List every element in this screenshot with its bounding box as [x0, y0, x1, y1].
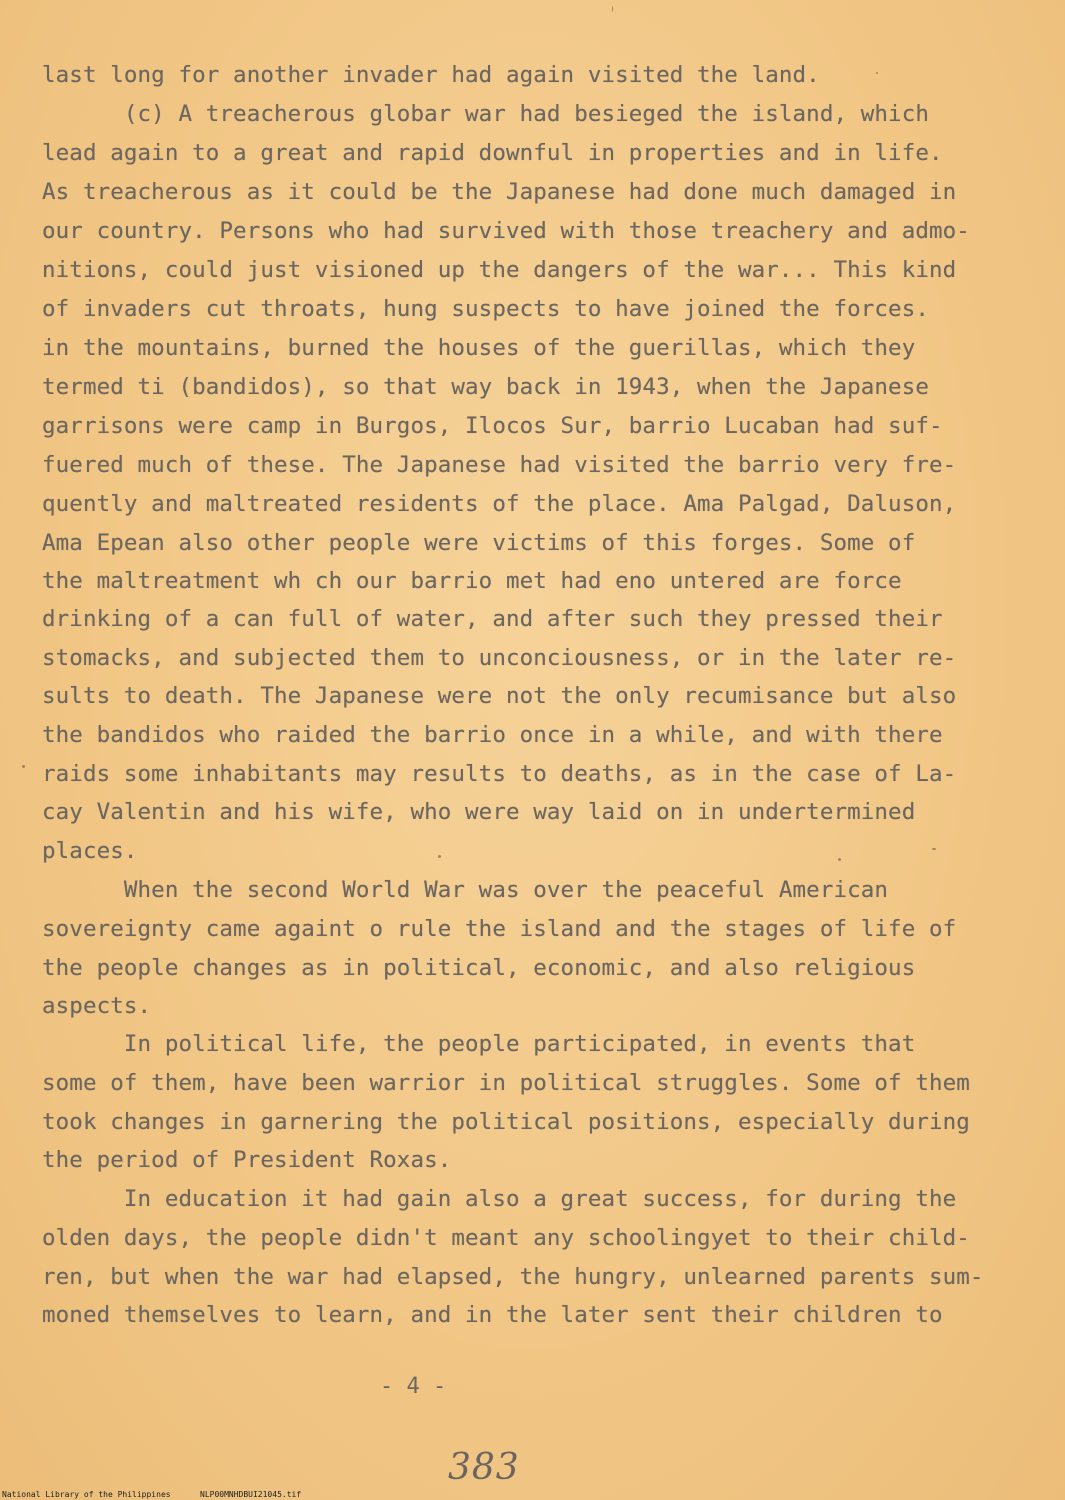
text-line: quently and maltreated residents of the place. Ama Palgad, Daluson,: [42, 491, 957, 517]
page-number: - 4 -: [380, 1374, 447, 1399]
text-line: raids some inhabitants may results to deaths, as in the case of La-: [42, 761, 957, 787]
text-line: lead again to a great and rapid downful in properties and in life.: [42, 140, 943, 166]
handwritten-page-number: 383: [448, 1447, 520, 1488]
text-line: the period of President Roxas.: [42, 1147, 452, 1173]
text-line: Ama Epean also other people were victims of this forges. Some of: [42, 530, 916, 556]
text-line: garrisons were camp in Burgos, Ilocos Sur, barrio Lucaban had suf-: [42, 413, 943, 439]
text-line: the bandidos who raided the barrio once in a while, and with there: [42, 722, 943, 748]
text-line: the maltreatment wh ch our barrio met had eno untered are force: [42, 568, 902, 594]
paper-speck: [838, 858, 841, 861]
text-line: last long for another invader had again visited the land.: [42, 62, 820, 88]
text-line: olden days, the people didn't meant any schoolingyet to their child-: [42, 1225, 970, 1251]
text-line: When the second World War was over the peaceful American: [42, 877, 889, 903]
text-line: (c) A treacherous globar war had besieged the island, which: [42, 101, 929, 127]
text-line: termed ti (bandidos), so that way back in 1943, when the Japanese: [42, 374, 929, 400]
text-line: In political life, the people participated, in events that: [42, 1031, 916, 1057]
text-line: in the mountains, burned the houses of the guerillas, which they: [42, 335, 916, 361]
text-line: ren, but when the war had elapsed, the hungry, unlearned parents sum-: [42, 1264, 984, 1290]
text-line: sovereignty came againt o rule the island and the stages of life of: [42, 916, 957, 942]
text-line: sults to death. The Japanese were not the only recumisance but also: [42, 683, 957, 709]
text-line: As treacherous as it could be the Japanese had done much damaged in: [42, 179, 957, 205]
text-line: cay Valentin and his wife, who were way laid on in undertermined: [42, 799, 916, 825]
text-line: drinking of a can full of water, and after such they pressed their: [42, 606, 943, 632]
text-line: the people changes as in political, economic, and also religious: [42, 955, 916, 981]
paper-speck: [612, 6, 613, 12]
text-line: our country. Persons who had survived with those treachery and admo-: [42, 218, 970, 244]
paper-speck: [22, 765, 25, 768]
text-line: fuered much of these. The Japanese had visited the barrio very fre-: [42, 452, 957, 478]
text-line: aspects.: [42, 993, 152, 1019]
paper-speck: [876, 72, 878, 74]
paper-speck: [932, 848, 936, 850]
text-line: In education it had gain also a great success, for during the: [42, 1186, 957, 1212]
text-line: nitions, could just visioned up the dangers of the war... This kind: [42, 257, 957, 283]
footer-library: National Library of the Philippines: [2, 1490, 171, 1499]
text-line: moned themselves to learn, and in the later sent their children to: [42, 1302, 943, 1328]
text-line: of invaders cut throats, hung suspects to have joined the forces.: [42, 296, 929, 322]
paper-speck: [438, 855, 441, 858]
text-line: took changes in garnering the political positions, especially during: [42, 1109, 970, 1135]
text-line: some of them, have been warrior in political struggles. Some of them: [42, 1070, 970, 1096]
footer-filename: NLP00MNHDBUI21045.tif: [200, 1490, 302, 1499]
text-line: places.: [42, 838, 138, 864]
text-line: stomacks, and subjected them to unconciousness, or in the later re-: [42, 645, 957, 671]
